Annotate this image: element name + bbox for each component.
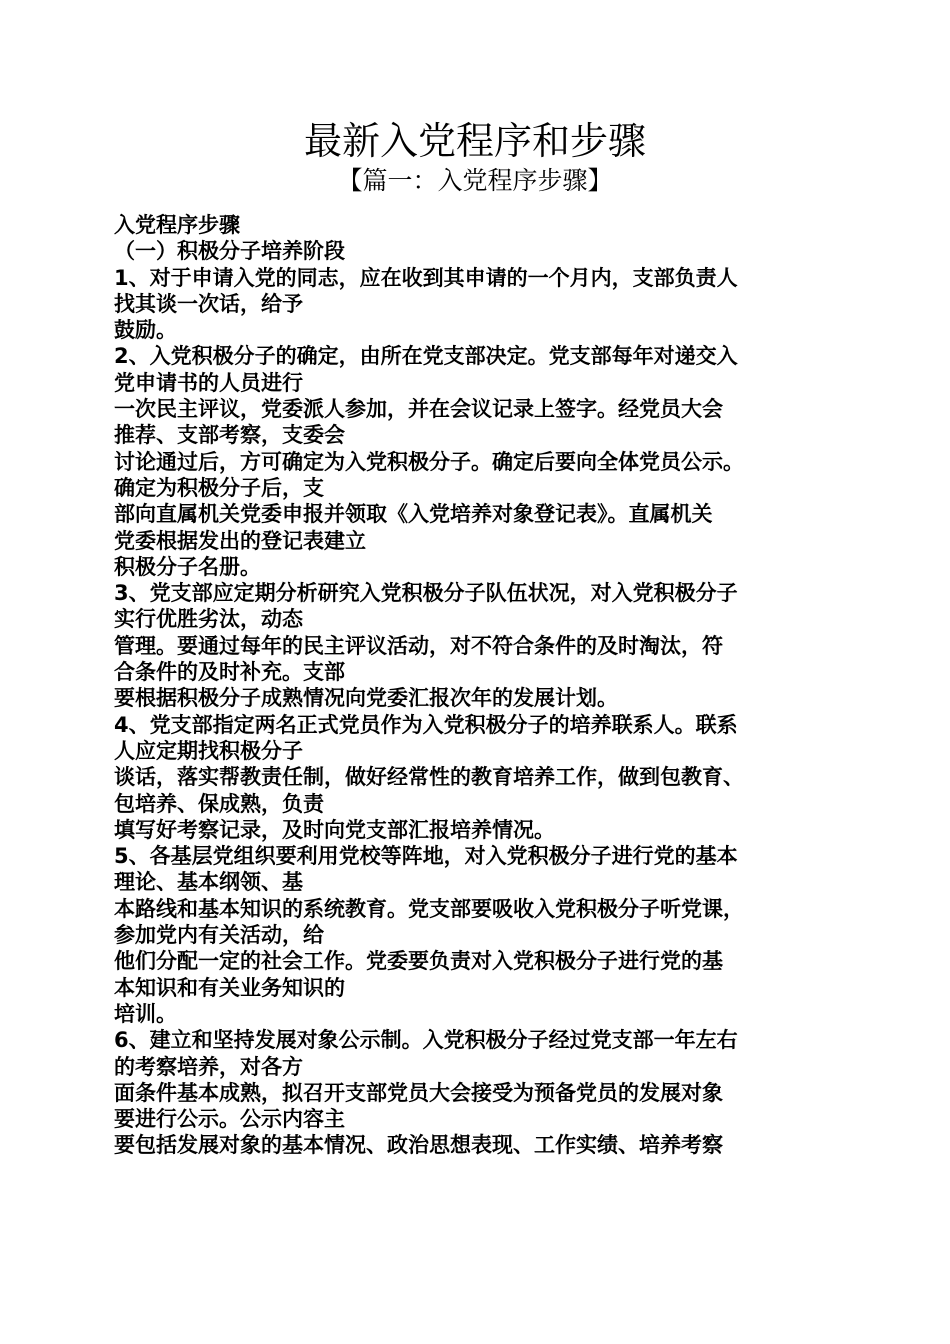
text-line: 积极分子名册。 xyxy=(114,554,261,579)
text-line: 本路线和基本知识的系统教育。党支部要吸收入党积极分子听党课， xyxy=(114,896,744,921)
text-line: 党申请书的人员进行 xyxy=(114,370,303,395)
text-line: 本知识和有关业务知识的 xyxy=(114,975,345,1000)
document-title: 最新入党程序和步骤 xyxy=(303,119,646,163)
text-line: 人应定期找积极分子 xyxy=(114,738,303,763)
text-line: 谈话，落实帮教责任制，做好经常性的教育培养工作，做到包教育、 xyxy=(114,765,744,790)
text-line: 6、建立和坚持发展对象公示制。入党积极分子经过党支部一年左右 xyxy=(114,1028,738,1053)
text-line: （一）积极分子培养阶段 xyxy=(114,239,345,264)
text-line: 填写好考察记录，及时向党支部汇报培养情况。 xyxy=(114,817,555,842)
text-line: 包培养、保成熟，负责 xyxy=(114,791,324,816)
document-body xyxy=(114,212,839,1159)
text-line: 管理。要通过每年的民主评议活动，对不符合条件的及时淘汰，符 xyxy=(114,633,723,658)
text-line: 一次民主评议，党委派人参加，并在会议记录上签字。经党员大会 xyxy=(114,397,723,422)
text-line: 推荐、支部考察，支委会 xyxy=(114,423,345,448)
text-line: 党委根据发出的登记表建立 xyxy=(114,528,366,553)
text-line: 4、党支部指定两名正式党员作为入党积极分子的培养联系人。联系 xyxy=(114,712,738,737)
text-line: 确定为积极分子后，支 xyxy=(114,475,324,500)
text-line: 面条件基本成熟，拟召开支部党员大会接受为预备党员的发展对象 xyxy=(114,1080,723,1105)
text-line: 实行优胜劣汰，动态 xyxy=(114,607,303,632)
text-line: 讨论通过后，方可确定为入党积极分子。确定后要向全体党员公示。 xyxy=(114,449,744,474)
text-line: 参加党内有关活动，给 xyxy=(114,923,324,948)
text-line: 2、入党积极分子的确定，由所在党支部决定。党支部每年对递交入 xyxy=(114,344,738,369)
text-line: 入党程序步骤 xyxy=(114,213,240,237)
text-line: 要进行公示。公示内容主 xyxy=(114,1107,345,1132)
text-line: 合条件的及时补充。支部 xyxy=(114,660,345,685)
text-line: 他们分配一定的社会工作。党委要负责对入党积极分子进行党的基 xyxy=(114,949,723,974)
text-line: 培训。 xyxy=(114,1001,177,1026)
text-line: 理论、基本纲领、基 xyxy=(114,870,303,895)
document-subtitle: 【篇一：入党程序步骤】 xyxy=(337,166,613,195)
text-line: 1、对于申请入党的同志，应在收到其申请的一个月内，支部负责人 xyxy=(114,265,738,290)
text-line: 的考察培养，对各方 xyxy=(114,1054,303,1079)
text-line: 鼓励。 xyxy=(114,318,177,343)
text-line: 要根据积极分子成熟情况向党委汇报次年的发展计划。 xyxy=(114,686,618,711)
text-line: 3、党支部应定期分析研究入党积极分子队伍状况，对入党积极分子 xyxy=(114,581,738,606)
text-line: 要包括发展对象的基本情况、政治思想表现、工作实绩、培养考察 xyxy=(114,1133,723,1158)
text-line: 5、各基层党组织要利用党校等阵地，对入党积极分子进行党的基本 xyxy=(114,844,738,869)
text-line: 找其谈一次话，给予 xyxy=(114,291,303,316)
text-line: 部向直属机关党委申报并领取《入党培养对象登记表》。直属机关 xyxy=(114,502,713,527)
